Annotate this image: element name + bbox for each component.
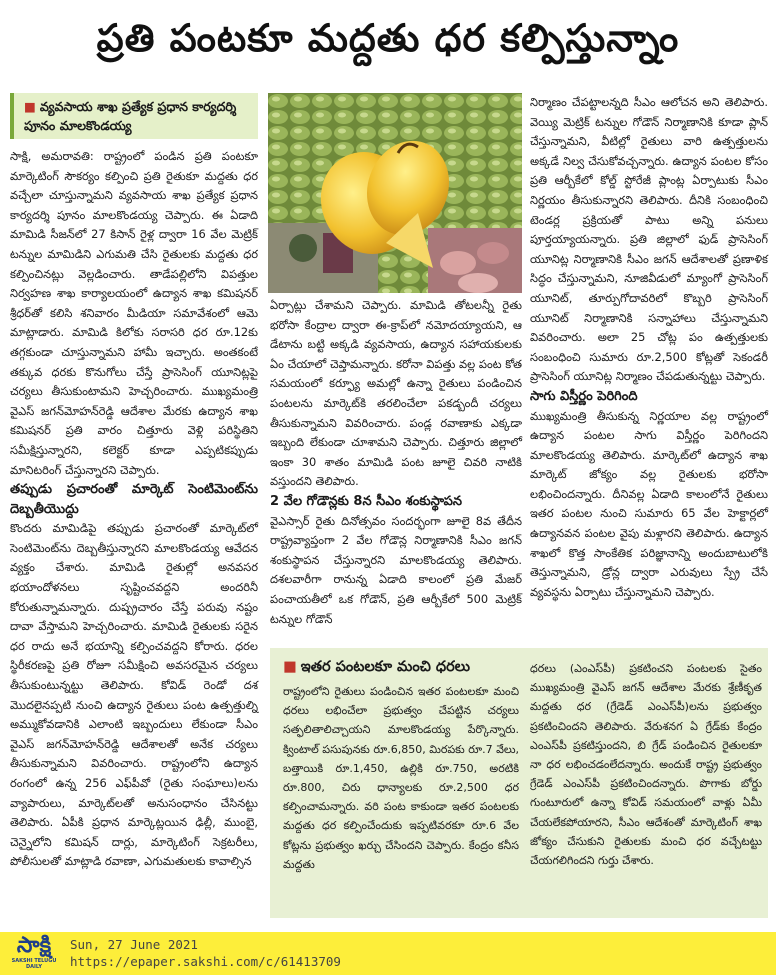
paragraph: సాక్షి, అమరావతి: రాష్ట్రంలో పండిన ప్రతి పంటకూ మార్కెటింగ్ సౌకర్యం కల్పించి ప్రతి రైతుకూ మద్దతు ధర వచ్చేలా చూస్తున్నామని వ్యవసాయ శాఖ ప్రత్యేక ప్రధాన కార్యదర్శి పూనం మాలకొండయ్య చెప్పారు. ఈ ఏడాది మామిడి సీజన్‌లో 27 కిసాన్ రైళ్ల ద్వారా 16 వేల మెట్రిక్ టన్నుల మామిడిని ఎగుమతి చేసి రైతులకు మద్దతు ధర కల్పించినట్లు వెల్లడించారు. తాడేపల్లిలోని విపత్తుల నిర్వహణ శాఖ కార్యాలయంలో ఉద్యాన శాఖ కమిషనర్ శ్రీధర్‌తో కలిసి శనివారం మీడియా సమావేశంలో ఆమె మాట్లాడారు. మామిడి కిలోకు సరాసరి ధర రూ.12కు తగ్గకుండా చూస్తున్నామని హామీ ఇచ్చారు. అంతకంటే తక్కువ ధరకు కొనుగోలు చేస్తే ప్రాసెసింగ్ యూనిట్లపై చర్యలు తీసుకుంటామని హెచ్చరించారు. ముఖ్యమంత్రి వైఎస్ జగన్‌మోహన్‌రెడ్డి ఆదేశాల మేరకు ఉద్యాన శాఖ కమిషనర్ ప్రతి వారం చిత్తూరు వెళ్లి పరిస్థితిని సమీక్షిస్తున్నారని, కలెక్టర్ కూడా ఎప్పటికప్పుడు మానిటరింగ్ చేస్తున్నారని చెప్పారు.	[10, 149, 258, 477]
column-2	[270, 296, 522, 629]
sakshi-logo	[4, 934, 64, 972]
bullet-icon: ■	[24, 99, 36, 114]
logo-text: సాక్షి	[16, 933, 52, 958]
paragraph: కొందరు మామిడిపై తప్పుడు ప్రచారంతో మార్కెట్‌లో సెంటిమెంట్‌ను దెబ్బతీస్తున్నారని మాలకొండయ్య ఆవేదన వ్యక్తం చేశారు. మామిడి రైతుల్లో అనవసర భయాందోళనలు సృష్టించవద్దని అందరినీ కోరుతున్నామన్నారు. దుష్ప్రచారం చేస్తే పరువు నష్టం దావా వేస్తామని హెచ్చరించారు. మామిడి రైతులకు సరైన ధర రాదు అనే భయాన్ని కల్పించవద్దని కోరారు. ధరల స్థిరీకరణపై ప్రతి రోజూ సమీక్షించి అవసరమైన చర్యలు తీసుకుంటున్నట్టు తెలిపారు. కోవిడ్ రెండో దశ మొదలైనప్పటి నుంచి ఉద్యాన రైతులు పంట ఉత్పత్తుల్ని అమ్ముకోవడానికి ఎలాంటి ఇబ్బందులు లేకుండా సీఎం వైఎస్ జగన్‌మోహన్‌రెడ్డి ఆదేశాలతో అనేక చర్యలు తీసుకున్నామని వివరించారు. రాష్ట్రంలోని ఉద్యాన రంగంలో ఉన్న 256 ఎఫ్‌పీవో (రైతు సంఘాలు)లను వ్యాపారులు, మార్కెట్‌లతో అనుసంధానం చేసినట్టు తెలిపారు. ఏపీకి ప్రధాన మార్కెట్లయిన ఢిల్లీ, ముంబై, చెన్నైలోని కమిషన్ దార్లు, మార్కెటింగ్ సెక్రటరీలు, పోలీసులతో మాట్లాడి రవాణా, ఎగుమతులకు కావాల్సిన	[10, 521, 258, 869]
subheading: 2 వేల గోడౌన్లకు 8న సీఎం శంకుస్థాపన	[270, 493, 463, 509]
logo-subtext: SAKSHI TELUGU DAILY	[11, 958, 57, 970]
source-url[interactable]: https://epaper.sakshi.com/c/61413709	[70, 954, 341, 969]
paragraph: వైఎస్సార్ రైతు దినోత్సవం సందర్భంగా జూలై 8వ తేదీన రాష్ట్రవ్యాప్తంగా 2 వేల గోడౌన్ల నిర్మాణానికి సీఎం జగన్ శంకుస్థాపన చేస్తున్నారని మాలకొండయ్య తెలిపారు. దశలవారీగా రానున్న ఏడాది కాలంలో ప్రతి మేజర్ పంచాయతీలో ఒక గోడౌన్, ప్రతి ఆర్బీకేలో 500 మెట్రిక్ టన్నుల గోడౌన్	[270, 513, 522, 626]
mango-illustration	[268, 93, 522, 293]
box-column-1: రాష్ట్రంలోని రైతులు పండించిన ఇతర పంటలకూ మంచి ధరలు లభించేలా ప్రభుత్వం చేపట్టిన చర్యలు సత్ఫలితాలిచ్చాయని మాలకొండయ్య పేర్కొన్నారు. క్వింటాల్ పసుపునకు రూ.6,850, మిరపకు రూ.7 వేలు, బత్తాయికి రూ.1,450, ఉల్లికి రూ.750, అరటికి రూ.800, చిరు ధాన్యాలకు రూ.2,500 ధర కల్పించామన్నారు. వరి పంట కాకుండా ఇతర పంటలకు మద్దతు ధర కల్పించేందుకు ఇప్పటివరకూ రూ.6 వేల కోట్లను ప్రభుత్వం ఖర్చు చేసిందని చెప్పారు. కేంద్రం కనీస మద్దతు	[283, 685, 520, 871]
box-column-2: ధరలు (ఎంఎస్‌పీ) ప్రకటించని పంటలకు సైతం ముఖ్యమంత్రి వైఎస్ జగన్ ఆదేశాల మేరకు శ్రేణీకృత మద్దతు ధర (గ్రేడెడ్ ఎంఎస్‌పీ)లను ప్రభుత్వం ప్రకటించిందని తెలిపారు. వేరుశనగ ఏ గ్రేడ్‌కు కేంద్రం ఎంఎస్‌పీ ప్రకటిస్తుందని, బి గ్రేడ్ పండించిన రైతులకూ నా ధర లభించడంలేదన్నారు. అందుకే రాష్ట్ర ప్రభుత్వం గ్రేడెడ్ ఎంఎస్‌పీ ప్రకటించిందన్నారు. పొగాకు బోర్డు గుంటూరులో ఉన్నా కోవిడ్ సమయంలో వాళ్లు ఏమీ చేయలేకపోయారని, సీఎం ఆదేశంతో మార్కెటింగ్ శాఖ జోక్యం చేసుకుని రైతులకు మంచి ధర వచ్చేటట్టు చేయగలిగిందని గుర్తు చేశారు.	[530, 662, 762, 868]
mango-photo	[268, 93, 522, 293]
bullet-icon: ■	[283, 659, 297, 675]
box-title-text: ఇతర పంటలకూ మంచి ధరలు	[300, 659, 471, 675]
paragraph: ఏర్పాట్లు చేశామని చెప్పారు. మామిడి తోటలన్నీ రైతు భరోసా కేంద్రాల ద్వారా ఈ-క్రాప్‌లో నమోదయ్యాయని, ఆ డేటాను బట్టి అక్కడి వ్యవసాయ, ఉద్యాన సహాయకులకు ఏం చేయాలో చెప్తామన్నారు. కరోనా విపత్తు వల్ల పంట కోత సమయంలో కర్ఫ్యూ అమల్లో ఉన్నా రైతులు పండించిన పంటలను మార్కెట్‌కి తరలించేలా పకడ్బందీ చర్యలు తీసుకున్నామని వివరించారు. పండ్ల రవాణాకు ఎక్కడా ఇబ్బంది లేకుండా చూశామని చెప్పారు. చిత్తూరు జిల్లాలో ఇంకా 30 శాతం మామిడి పంట జూలై చివరి నాటికి వస్తుందని తెలిపారు.	[270, 298, 522, 489]
headline: ప్రతి పంటకూ మద్దతు ధర కల్పిస్తున్నాం	[96, 14, 680, 60]
paragraph: ముఖ్యమంత్రి తీసుకున్న నిర్ణయాల వల్ల రాష్ట్రంలో ఉద్యాన పంటల సాగు విస్తీర్ణం పెరిగిందని మాలకొండయ్య తెలిపారు. మార్కెట్‌లో ఉద్యాన శాఖ మార్కెట్ జోక్యం వల్ల రైతులకు భరోసా లభించిందన్నారు. దీనివల్ల ఏడాది కాలంలోనే రైతులు ఇతర పంటల నుంచి సుమారు 65 వేల హెక్టార్లలో ఉద్యానవన పంటల వైపు మళ్లారని తెలిపారు. ఉద్యాన శాఖలో కొత్త సాంకేతిక పరిజ్ఞానాన్ని అందుబాటులోకి తెస్తున్నామని, డ్రోన్ల ద్వారా ఎరువులు స్ప్రే చేసే వ్యవస్థను ఏర్పాటు చేస్తున్నామని చెప్పారు.	[530, 408, 768, 599]
column-3	[530, 93, 768, 602]
subheading: సాగు విస్తీర్ణం పెరిగింది	[530, 388, 638, 404]
column-1	[10, 147, 258, 872]
subtitle-text: వ్యవసాయ శాఖ ప్రత్యేక ప్రధాన కార్యదర్శి పూనం మాలకొండయ్య	[24, 99, 237, 133]
paragraph: నిర్మాణం చేపట్టాలన్నది సీఎం ఆలోచన అని తెలిపారు. వెయ్యి మెట్రిక్ టన్నుల గోడౌన్ నిర్మాణానికి కూడా ప్లాన్ చేస్తున్నామని, వీటిల్లో రైతులు వారి ఉత్పత్తులను అక్కడే నిల్వ చేసుకోవచ్చన్నారు. ఉద్యాన పంటల కోసం ప్రతి ఆర్బీకేలో కోల్డ్ స్టోరేజీ ప్లాంట్ల ఏర్పాటుకు సీఎం నిర్ణయం తీసుకున్నారని తెలిపారు. దీనికి సంబంధించి టెండర్ల ప్రక్రియతో పాటు అన్ని పనులు పూర్తయ్యాయన్నారు. ప్రతి జిల్లాలో ఫుడ్ ప్రాసెసింగ్ యూనిట్ల నిర్మాణానికి సీఎం జగన్ ఆదేశాలతో ప్రణాళిక సిద్ధం చేస్తున్నామని, నూజివీడులో మ్యాంగో ప్రాసెసింగ్ యూనిట్, తూర్పుగోదావరిలో కొబ్బరి ప్రాసెసింగ్ యూనిట్ నిర్మాణానికి సన్నాహాలు చేస్తున్నామని వివరించారు. అలా 25 చోట్ల పం ఉత్పత్తులకు సంబంధించి సుమారు రూ.2,500 కోట్లతో సెకండరీ ప్రాసెసింగ్ యూనిట్ల నిర్మాణం చేపడుతున్నట్టు చెప్పారు.	[530, 95, 768, 384]
box-title	[283, 659, 470, 679]
subheading: తప్పుడు ప్రచారంతో మార్కెట్ సెంటిమెంట్‌ను దెబ్బతీయొద్దు	[10, 482, 258, 517]
publish-date: Sun, 27 June 2021	[70, 937, 198, 952]
subtitle-tag	[10, 93, 258, 139]
footer-meta	[70, 936, 341, 970]
